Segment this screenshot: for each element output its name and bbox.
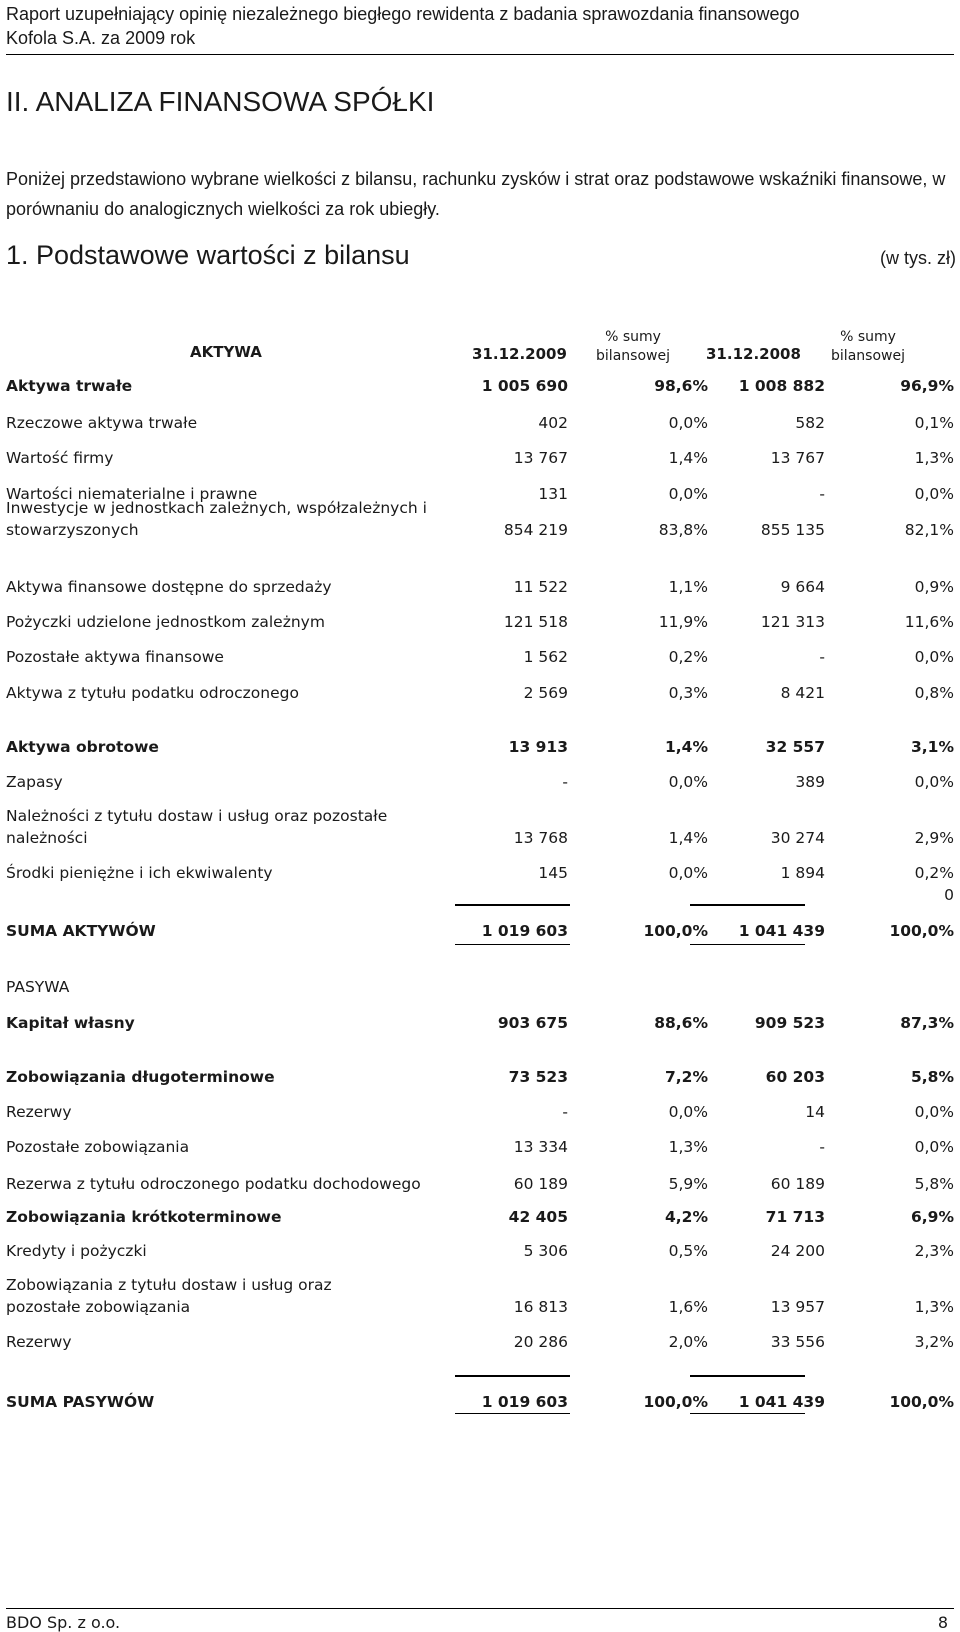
pct-2009: 4,2%: [665, 1208, 708, 1226]
page-number: 8: [937, 1613, 948, 1632]
pct-2009: 0,0%: [668, 414, 708, 432]
value-2008: 582: [795, 414, 825, 432]
pct-2009: 1,4%: [665, 738, 708, 756]
table-row: [0, 1014, 960, 1036]
table-row: [0, 1068, 960, 1090]
value-2008: 13 957: [770, 1298, 825, 1316]
pct-2009: 98,6%: [654, 377, 708, 395]
pct-2009: 1,4%: [668, 829, 708, 847]
row-label: Należności z tytułu dostaw i usług oraz pozostałe: [6, 807, 388, 825]
row-label: Aktywa trwałe: [6, 377, 133, 395]
value-2008: 30 274: [770, 829, 825, 847]
value-2009: 13 913: [508, 738, 568, 756]
document-header: [6, 0, 954, 55]
value-2008: 909 523: [754, 1014, 825, 1032]
row-label: Rezerwy: [6, 1333, 72, 1351]
pct-2009: 100,0%: [643, 1393, 708, 1411]
pct-2008: 1,3%: [914, 1298, 954, 1316]
table-row: [0, 414, 960, 436]
footer-company: BDO Sp. z o.o.: [6, 1613, 121, 1632]
column-header-pct-2009: % sumy bilansowej: [596, 329, 670, 364]
row-label: PASYWA: [6, 978, 70, 996]
row-label: Inwestycje w jednostkach zależnych, współzależnych i: [6, 499, 427, 517]
value-2009: 1 562: [523, 648, 568, 666]
value-2009: 1 019 603: [481, 922, 568, 940]
pct-2008: 0,0%: [914, 648, 954, 666]
pct-2009: 0,5%: [668, 1242, 708, 1260]
pct-2009: 0,3%: [668, 684, 708, 702]
table-row: [0, 978, 960, 1000]
value-2009: 121 518: [503, 613, 568, 631]
pct-2009: 1,1%: [668, 578, 708, 596]
value-2008: 24 200: [770, 1242, 825, 1260]
table-row: [0, 684, 960, 706]
row-label: Aktywa obrotowe: [6, 738, 159, 756]
row-label: Rezerwa z tytułu odroczonego podatku dochodowego: [6, 1175, 421, 1193]
table-row: [0, 864, 960, 904]
row-label: Wartości niematerialne i prawne: [6, 485, 258, 503]
value-2008: 1 008 882: [738, 377, 825, 395]
pct-2008: 0,0%: [914, 485, 954, 503]
table-row: [0, 1103, 960, 1125]
table-row: [0, 1208, 960, 1230]
unit-note: (w tys. zł): [880, 248, 956, 268]
row-label-continued: stowarzyszonych: [6, 521, 139, 539]
table-row: [0, 1138, 960, 1160]
table-row: [0, 499, 960, 543]
value-2008: -: [819, 648, 825, 666]
pct-2008: 3,2%: [914, 1333, 954, 1351]
sum-assets-rule: [455, 904, 570, 906]
table-row: [0, 738, 960, 760]
pct-2008: 0,0%: [914, 1103, 954, 1121]
pct-2009: 1,3%: [668, 1138, 708, 1156]
column-header-2008: 31.12.2008: [706, 345, 801, 363]
value-2009: 60 189: [513, 1175, 568, 1193]
pct-2008: 6,9%: [911, 1208, 954, 1226]
value-2008: -: [819, 1138, 825, 1156]
row-label: Zobowiązania z tytułu dostaw i usług oraz: [6, 1276, 332, 1294]
pct-2009: 2,0%: [668, 1333, 708, 1351]
value-2009: 73 523: [508, 1068, 568, 1086]
row-label: Pożyczki udzielone jednostkom zależnym: [6, 613, 325, 631]
value-2008: -: [819, 485, 825, 503]
value-2008: 13 767: [770, 449, 825, 467]
table-row: [0, 1276, 960, 1320]
pct-2009: 7,2%: [665, 1068, 708, 1086]
pct-2008: 1,3%: [914, 449, 954, 467]
sum-liabilities-rule: [455, 1375, 570, 1377]
value-2009: 20 286: [513, 1333, 568, 1351]
value-2009: 1 019 603: [481, 1393, 568, 1411]
table-row: [0, 807, 960, 851]
row-label: Kapitał własny: [6, 1014, 135, 1032]
pct-2008: 100,0%: [889, 922, 954, 940]
pct-2009: 0,2%: [668, 648, 708, 666]
row-label: Pozostałe zobowiązania: [6, 1138, 190, 1156]
pct-2008: 87,3%: [900, 1014, 954, 1032]
row-label: Zobowiązania długoterminowe: [6, 1068, 275, 1086]
value-2009: 145: [538, 864, 568, 882]
row-label: Środki pieniężne i ich ekwiwalenty: [6, 864, 273, 882]
pct-2008: 5,8%: [914, 1175, 954, 1193]
intro-paragraph: Poniżej przedstawiono wybrane wielkości z bilansu, rachunku zysków i strat oraz podstawowe wskaźniki finansowe, w porównaniu do analogicznych wielkości za rok ubiegły.: [6, 169, 946, 219]
value-2009: 16 813: [513, 1298, 568, 1316]
value-2009: 13 768: [513, 829, 568, 847]
column-header-2009: 31.12.2009: [472, 345, 567, 363]
pct-2008: 0,0%: [914, 1138, 954, 1156]
sum-liabilities-rule: [690, 1375, 805, 1377]
page-footer: [6, 1608, 954, 1632]
table-row: [0, 1242, 960, 1264]
value-2008: 60 203: [765, 1068, 825, 1086]
row-label: Kredyty i pożyczki: [6, 1242, 147, 1260]
value-2008: 1 041 439: [738, 922, 825, 940]
row-label: Zobowiązania krótkoterminowe: [6, 1208, 282, 1226]
pct-2008: 0,9%: [914, 578, 954, 596]
table-row: [0, 1175, 960, 1197]
pct-2008: 0,0%: [914, 773, 954, 791]
row-label-continued: należności: [6, 829, 88, 847]
value-2008: 855 135: [760, 521, 825, 539]
value-2009: 2 569: [523, 684, 568, 702]
value-2009: 903 675: [497, 1014, 568, 1032]
row-label: SUMA AKTYWÓW: [6, 922, 156, 940]
sum-assets-rule: [690, 904, 805, 906]
table-row: [0, 613, 960, 635]
row-label: Zapasy: [6, 773, 63, 791]
row-label: Pozostałe aktywa finansowe: [6, 648, 224, 666]
pct-2009: 83,8%: [658, 521, 708, 539]
value-2009: 13 767: [513, 449, 568, 467]
pct-2009: 5,9%: [668, 1175, 708, 1193]
pct-2009: 11,9%: [658, 613, 708, 631]
value-2009: -: [562, 1103, 568, 1121]
total-underline: [690, 1413, 805, 1414]
row-label: SUMA PASYWÓW: [6, 1393, 155, 1411]
table-row: [0, 1333, 960, 1355]
pct-2008: 82,1%: [904, 521, 954, 539]
value-2008: 60 189: [770, 1175, 825, 1193]
pct-2008: 0,8%: [914, 684, 954, 702]
value-2008: 8 421: [780, 684, 825, 702]
pct-2009: 1,4%: [668, 449, 708, 467]
pct-2009: 100,0%: [643, 922, 708, 940]
total-underline: [690, 944, 805, 945]
table-row: [0, 377, 960, 399]
pct-2009: 0,0%: [668, 864, 708, 882]
value-2008: 71 713: [765, 1208, 825, 1226]
row-label: Aktywa finansowe dostępne do sprzedaży: [6, 578, 332, 596]
table-row: [0, 1393, 960, 1415]
pct-2008: 96,9%: [900, 377, 954, 395]
table-row: [0, 578, 960, 600]
pct-2008-overflow: 0: [944, 886, 954, 904]
value-2008: 32 557: [765, 738, 825, 756]
pct-2008: 3,1%: [911, 738, 954, 756]
row-label: Wartość firmy: [6, 449, 114, 467]
pct-2009: 0,0%: [668, 485, 708, 503]
column-header-pct-2008: % sumy bilansowej: [831, 329, 905, 364]
value-2008: 121 313: [760, 613, 825, 631]
table-row: [0, 773, 960, 795]
pct-2009: 0,0%: [668, 773, 708, 791]
table-row: [0, 922, 960, 944]
value-2009: 13 334: [513, 1138, 568, 1156]
value-2009: 11 522: [513, 578, 568, 596]
header-line-1: Raport uzupełniający opinię niezależnego biegłego rewidenta z badania sprawozdania finansowego: [6, 4, 800, 24]
value-2008: 1 894: [780, 864, 825, 882]
row-label: Rzeczowe aktywa trwałe: [6, 414, 198, 432]
header-line-2: Kofola S.A. za 2009 rok: [6, 28, 196, 48]
row-label: Aktywa z tytułu podatku odroczonego: [6, 684, 299, 702]
pct-2008: 2,3%: [914, 1242, 954, 1260]
pct-2008: 100,0%: [889, 1393, 954, 1411]
section-title: II. ANALIZA FINANSOWA SPÓŁKI: [6, 86, 435, 117]
value-2009: 5 306: [523, 1242, 568, 1260]
total-underline: [455, 944, 570, 945]
pct-2008: 0,2%: [914, 864, 954, 882]
value-2009: -: [562, 773, 568, 791]
column-header-assets: AKTYWA: [190, 343, 262, 361]
pct-2009: 1,6%: [668, 1298, 708, 1316]
value-2009: 42 405: [508, 1208, 568, 1226]
value-2008: 9 664: [780, 578, 825, 596]
value-2008: 1 041 439: [738, 1393, 825, 1411]
value-2008: 14: [805, 1103, 825, 1121]
value-2009: 1 005 690: [481, 377, 568, 395]
value-2009: 131: [538, 485, 568, 503]
row-label-continued: pozostałe zobowiązania: [6, 1298, 191, 1316]
total-underline: [455, 1413, 570, 1414]
pct-2008: 2,9%: [914, 829, 954, 847]
subsection-title: 1. Podstawowe wartości z bilansu: [6, 240, 410, 270]
pct-2009: 88,6%: [654, 1014, 708, 1032]
pct-2008: 11,6%: [904, 613, 954, 631]
table-row: [0, 449, 960, 471]
pct-2008: 5,8%: [911, 1068, 954, 1086]
row-label: Rezerwy: [6, 1103, 72, 1121]
value-2008: 389: [795, 773, 825, 791]
value-2008: 33 556: [770, 1333, 825, 1351]
value-2009: 854 219: [503, 521, 568, 539]
pct-2008: 0,1%: [914, 414, 954, 432]
table-row: [0, 648, 960, 670]
pct-2009: 0,0%: [668, 1103, 708, 1121]
value-2009: 402: [538, 414, 568, 432]
